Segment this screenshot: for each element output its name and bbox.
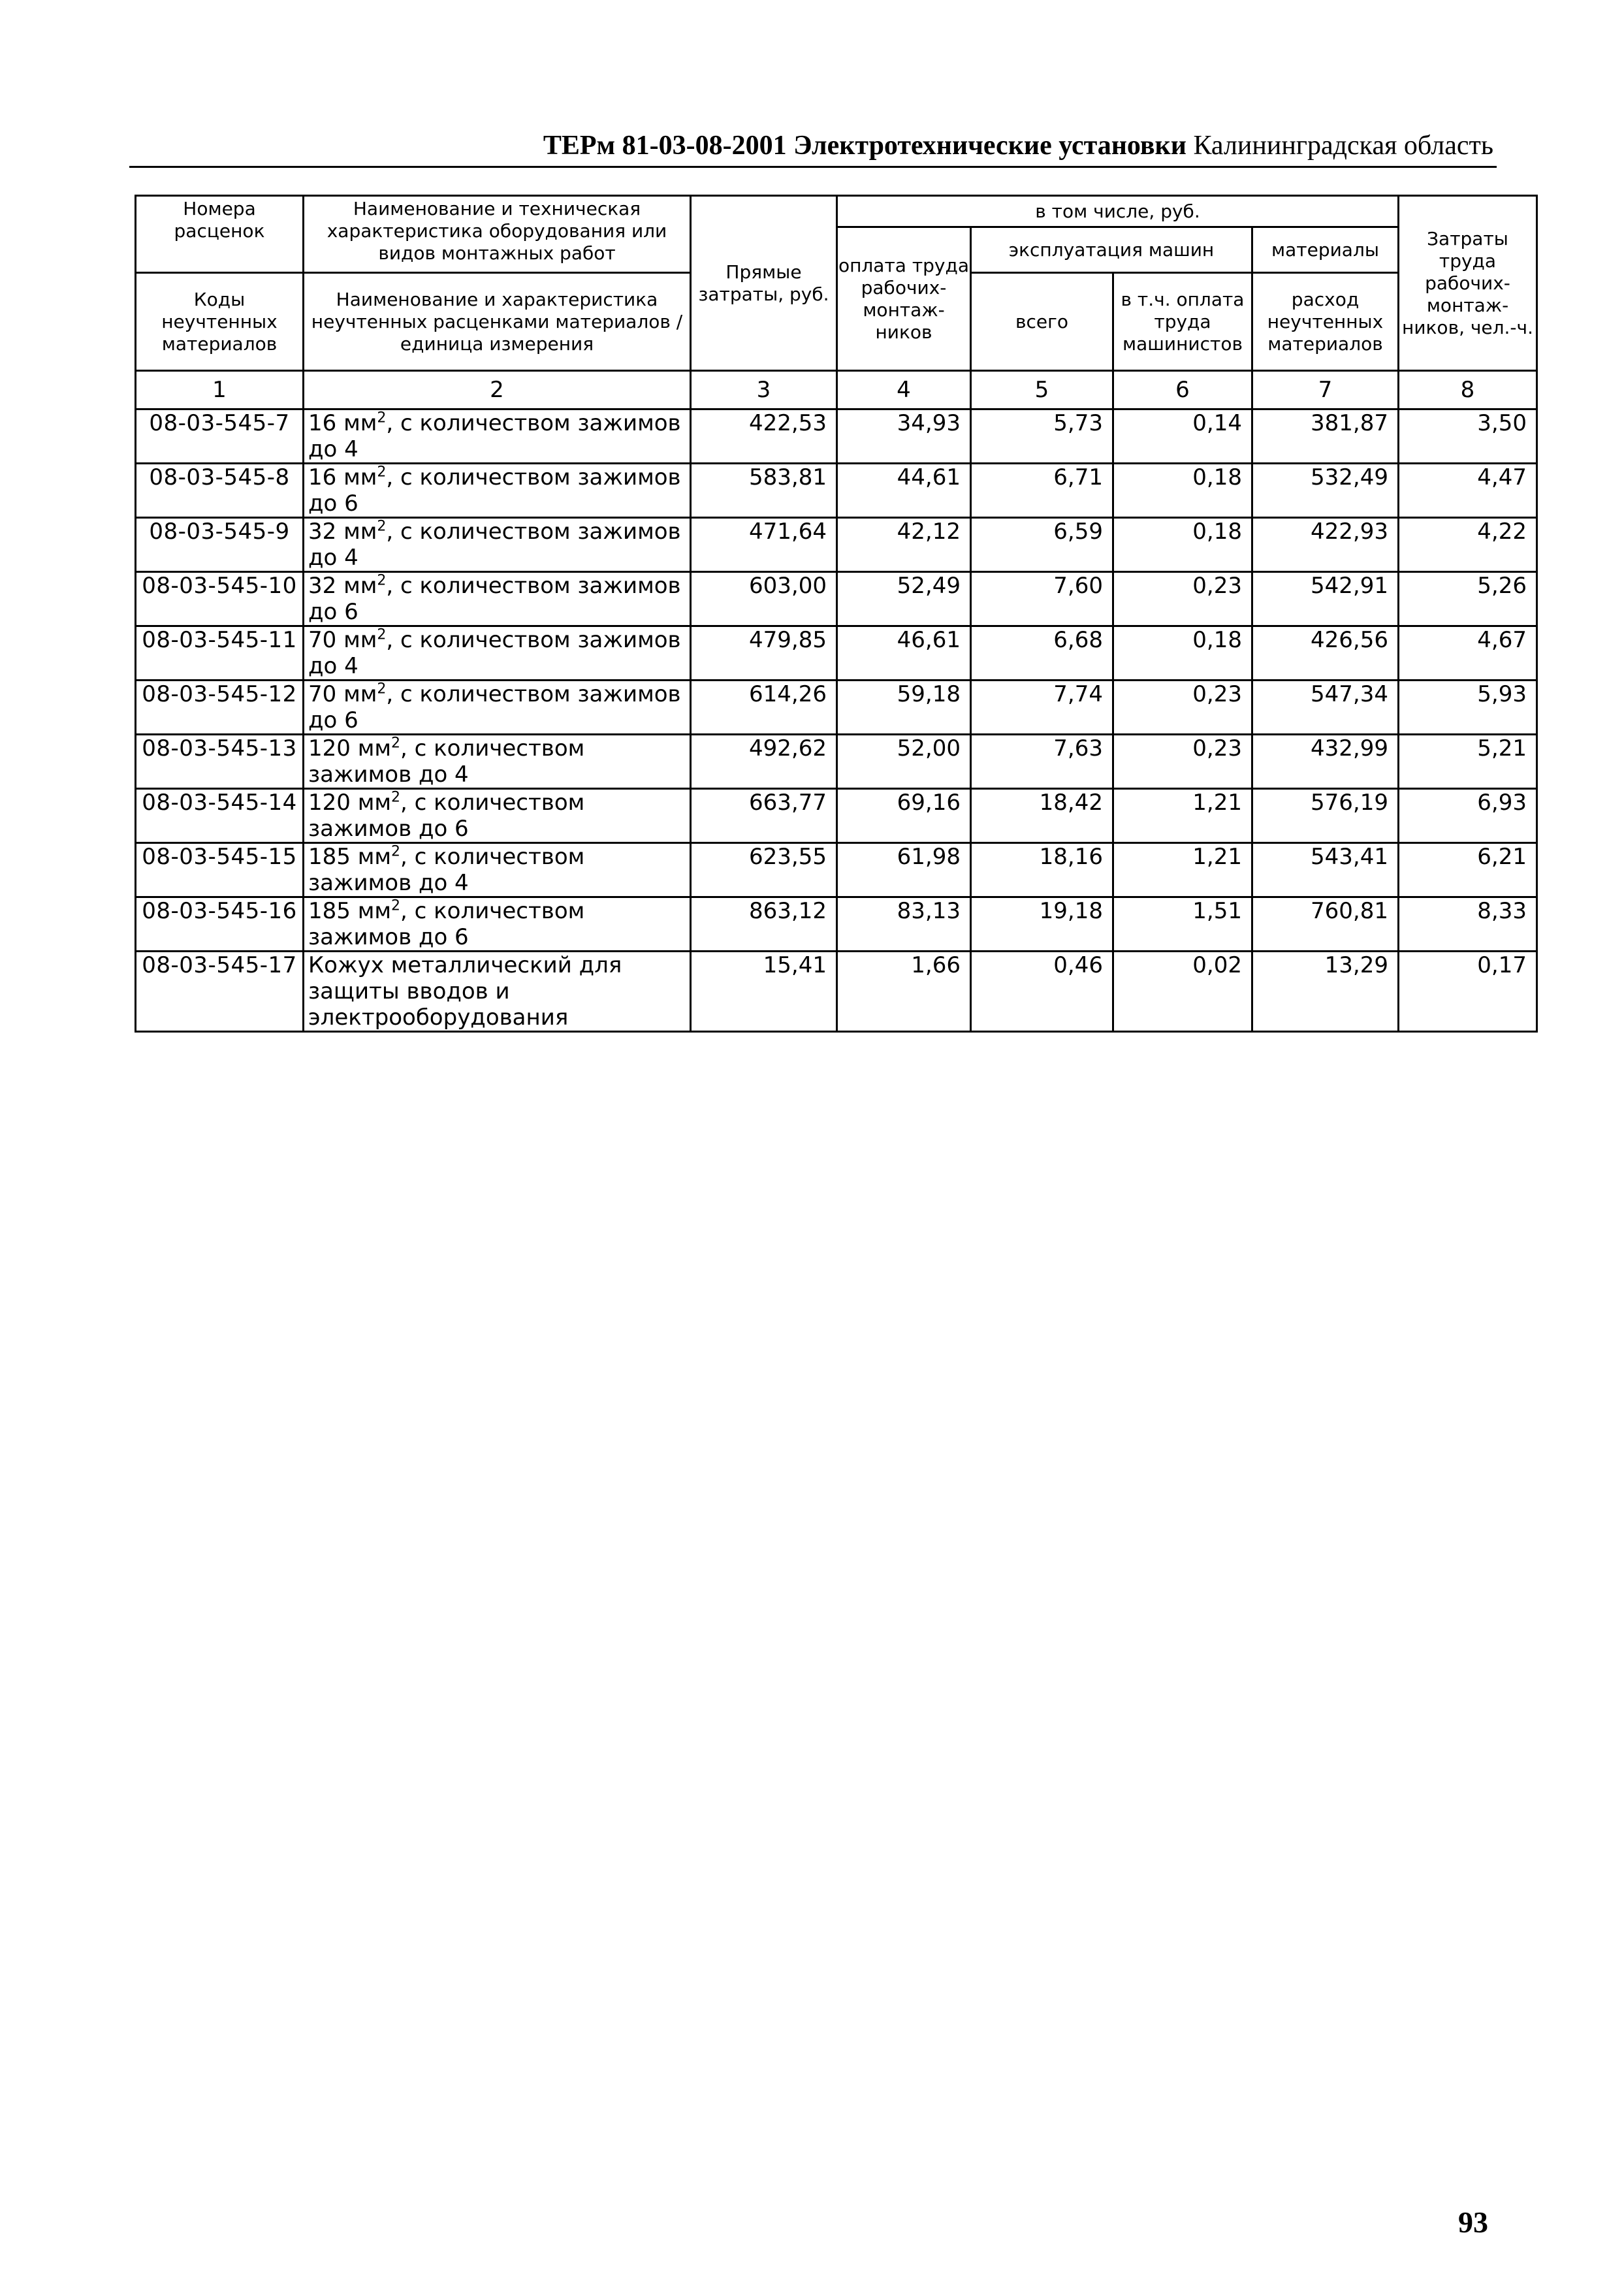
direct-costs-value: 614,26 — [691, 681, 837, 735]
superscript: 2 — [377, 572, 387, 589]
page-header — [131, 128, 1493, 163]
direct-costs-value: 422,53 — [691, 409, 837, 464]
header-name-and-spec: Наименование и техническая характеристика оборудования или видов монтажных работ — [304, 196, 691, 273]
rate-code: 08-03-545-11 — [136, 626, 304, 681]
column-number: 4 — [837, 371, 971, 409]
header-worker-wages: оплата труда рабочих-монтаж-ников — [837, 227, 971, 371]
column-number: 6 — [1113, 371, 1252, 409]
description-detail: , с количеством зажимов до 6 — [308, 898, 585, 950]
work-description — [304, 735, 691, 789]
table-row — [136, 681, 1537, 735]
worker-wages-value: 52,49 — [837, 572, 971, 626]
description-detail: , с количеством зажимов до 6 — [308, 681, 681, 733]
worker-wages-value: 46,61 — [837, 626, 971, 681]
description-main: 32 мм — [308, 519, 377, 545]
description-main: 120 мм — [308, 790, 392, 816]
superscript: 2 — [377, 409, 387, 426]
description-main: 70 мм — [308, 627, 377, 653]
materials-value: 532,49 — [1252, 464, 1399, 518]
column-number: 3 — [691, 371, 837, 409]
work-description — [304, 897, 691, 952]
table-row — [136, 952, 1537, 1032]
table-row — [136, 735, 1537, 789]
header-machine-operation: эксплуатация машин — [971, 227, 1252, 273]
column-number: 7 — [1252, 371, 1399, 409]
header-machine-total: всего — [971, 273, 1113, 371]
rate-code: 08-03-545-13 — [136, 735, 304, 789]
table-row — [136, 518, 1537, 572]
machine-total-value: 6,59 — [971, 518, 1113, 572]
page-number: 93 — [1458, 2205, 1488, 2239]
labor-costs-value: 6,21 — [1399, 843, 1537, 897]
machine-total-value: 18,16 — [971, 843, 1113, 897]
rate-code: 08-03-545-15 — [136, 843, 304, 897]
superscript: 2 — [377, 681, 387, 698]
column-number: 2 — [304, 371, 691, 409]
rate-code: 08-03-545-7 — [136, 409, 304, 464]
machine-total-value: 19,18 — [971, 897, 1113, 952]
materials-value: 422,93 — [1252, 518, 1399, 572]
description-main: 16 мм — [308, 464, 377, 490]
worker-wages-value: 61,98 — [837, 843, 971, 897]
materials-value: 13,29 — [1252, 952, 1399, 1032]
header-material-codes: Коды неучтенных материалов — [136, 273, 304, 371]
materials-value: 432,99 — [1252, 735, 1399, 789]
description-detail: , с количеством зажимов до 6 — [308, 573, 681, 625]
labor-costs-value: 0,17 — [1399, 952, 1537, 1032]
direct-costs-value: 603,00 — [691, 572, 837, 626]
description-main: 185 мм — [308, 844, 392, 870]
work-description — [304, 464, 691, 518]
superscript: 2 — [377, 464, 387, 481]
rate-code: 08-03-545-12 — [136, 681, 304, 735]
materials-value: 426,56 — [1252, 626, 1399, 681]
rate-code: 08-03-545-8 — [136, 464, 304, 518]
table-row — [136, 464, 1537, 518]
document-code: ТЕРм 81-03-08-2001 — [543, 131, 787, 161]
machine-total-value: 7,74 — [971, 681, 1113, 735]
rate-code: 08-03-545-17 — [136, 952, 304, 1032]
direct-costs-value: 663,77 — [691, 789, 837, 843]
description-detail: , с количеством зажимов до 4 — [308, 519, 681, 571]
header-rate-numbers: Номера расценок — [136, 196, 304, 273]
rates-table — [135, 195, 1538, 1033]
labor-costs-value: 3,50 — [1399, 409, 1537, 464]
machinist-wages-value: 1,21 — [1113, 843, 1252, 897]
direct-costs-value: 492,62 — [691, 735, 837, 789]
machinist-wages-value: 0,18 — [1113, 464, 1252, 518]
header-unaccounted-materials: расход неучтенных материалов — [1252, 273, 1399, 371]
work-description — [304, 626, 691, 681]
labor-costs-value: 5,21 — [1399, 735, 1537, 789]
column-number: 8 — [1399, 371, 1537, 409]
machine-total-value: 6,68 — [971, 626, 1113, 681]
document-section: Электротехнические установки — [793, 131, 1186, 161]
machinist-wages-value: 0,02 — [1113, 952, 1252, 1032]
description-detail: , с количеством зажимов до 4 — [308, 735, 585, 788]
table-row — [136, 897, 1537, 952]
rate-code: 08-03-545-14 — [136, 789, 304, 843]
column-number: 1 — [136, 371, 304, 409]
materials-value: 381,87 — [1252, 409, 1399, 464]
superscript: 2 — [391, 735, 401, 752]
worker-wages-value: 69,16 — [837, 789, 971, 843]
table-row — [136, 409, 1537, 464]
worker-wages-value: 42,12 — [837, 518, 971, 572]
header-labor-costs: Затраты труда рабочих-монтаж-ников, чел.-ч. — [1399, 196, 1537, 371]
labor-costs-value: 4,47 — [1399, 464, 1537, 518]
machine-total-value: 0,46 — [971, 952, 1113, 1032]
table-row — [136, 626, 1537, 681]
work-description — [304, 572, 691, 626]
direct-costs-value: 623,55 — [691, 843, 837, 897]
work-description — [304, 409, 691, 464]
header-direct-costs: Прямые затраты, руб. — [691, 196, 837, 371]
work-description — [304, 789, 691, 843]
superscript: 2 — [377, 626, 387, 643]
materials-value: 542,91 — [1252, 572, 1399, 626]
table-row — [136, 843, 1537, 897]
labor-costs-value: 6,93 — [1399, 789, 1537, 843]
direct-costs-value: 15,41 — [691, 952, 837, 1032]
labor-costs-value: 5,26 — [1399, 572, 1537, 626]
machinist-wages-value: 1,51 — [1113, 897, 1252, 952]
description-main: Кожух металлический для защиты вводов и электрооборудования — [308, 952, 622, 1031]
superscript: 2 — [391, 843, 401, 860]
machine-total-value: 6,71 — [971, 464, 1113, 518]
header-machinist-wages: в т.ч. оплата труда машинистов — [1113, 273, 1252, 371]
document-region: Калининградская область — [1193, 131, 1493, 161]
header-rule — [129, 166, 1497, 168]
worker-wages-value: 1,66 — [837, 952, 971, 1032]
description-main: 16 мм — [308, 410, 377, 436]
description-detail: , с количеством зажимов до 6 — [308, 790, 585, 842]
rate-code: 08-03-545-16 — [136, 897, 304, 952]
description-detail: , с количеством зажимов до 4 — [308, 844, 585, 896]
direct-costs-value: 479,85 — [691, 626, 837, 681]
machinist-wages-value: 0,23 — [1113, 681, 1252, 735]
description-detail: , с количеством зажимов до 6 — [308, 464, 681, 517]
rate-code: 08-03-545-9 — [136, 518, 304, 572]
work-description — [304, 843, 691, 897]
labor-costs-value: 4,67 — [1399, 626, 1537, 681]
worker-wages-value: 59,18 — [837, 681, 971, 735]
description-detail: , с количеством зажимов до 4 — [308, 410, 681, 462]
worker-wages-value: 34,93 — [837, 409, 971, 464]
machine-total-value: 7,63 — [971, 735, 1113, 789]
materials-value: 543,41 — [1252, 843, 1399, 897]
worker-wages-value: 83,13 — [837, 897, 971, 952]
header-material-name: Наименование и характеристика неучтенных расценками материалов / единица измерения — [304, 273, 691, 371]
work-description — [304, 518, 691, 572]
description-main: 185 мм — [308, 898, 392, 924]
superscript: 2 — [391, 897, 401, 914]
materials-value: 760,81 — [1252, 897, 1399, 952]
machine-total-value: 5,73 — [971, 409, 1113, 464]
description-main: 120 мм — [308, 735, 392, 762]
machine-total-value: 18,42 — [971, 789, 1113, 843]
worker-wages-value: 44,61 — [837, 464, 971, 518]
table-row — [136, 789, 1537, 843]
header-including: в том числе, руб. — [837, 196, 1399, 227]
worker-wages-value: 52,00 — [837, 735, 971, 789]
description-main: 32 мм — [308, 573, 377, 599]
machinist-wages-value: 0,23 — [1113, 572, 1252, 626]
work-description — [304, 681, 691, 735]
machinist-wages-value: 0,18 — [1113, 626, 1252, 681]
materials-value: 547,34 — [1252, 681, 1399, 735]
labor-costs-value: 8,33 — [1399, 897, 1537, 952]
rate-code: 08-03-545-10 — [136, 572, 304, 626]
column-number: 5 — [971, 371, 1113, 409]
machinist-wages-value: 0,18 — [1113, 518, 1252, 572]
superscript: 2 — [391, 789, 401, 806]
machinist-wages-value: 0,23 — [1113, 735, 1252, 789]
table-row — [136, 572, 1537, 626]
header-materials: материалы — [1252, 227, 1399, 273]
direct-costs-value: 471,64 — [691, 518, 837, 572]
work-description — [304, 952, 691, 1032]
labor-costs-value: 4,22 — [1399, 518, 1537, 572]
machine-total-value: 7,60 — [971, 572, 1113, 626]
column-number-row — [136, 371, 1537, 409]
description-detail: , с количеством зажимов до 4 — [308, 627, 681, 679]
description-main: 70 мм — [308, 681, 377, 707]
materials-value: 576,19 — [1252, 789, 1399, 843]
superscript: 2 — [377, 518, 387, 535]
direct-costs-value: 863,12 — [691, 897, 837, 952]
direct-costs-value: 583,81 — [691, 464, 837, 518]
machinist-wages-value: 1,21 — [1113, 789, 1252, 843]
labor-costs-value: 5,93 — [1399, 681, 1537, 735]
machinist-wages-value: 0,14 — [1113, 409, 1252, 464]
